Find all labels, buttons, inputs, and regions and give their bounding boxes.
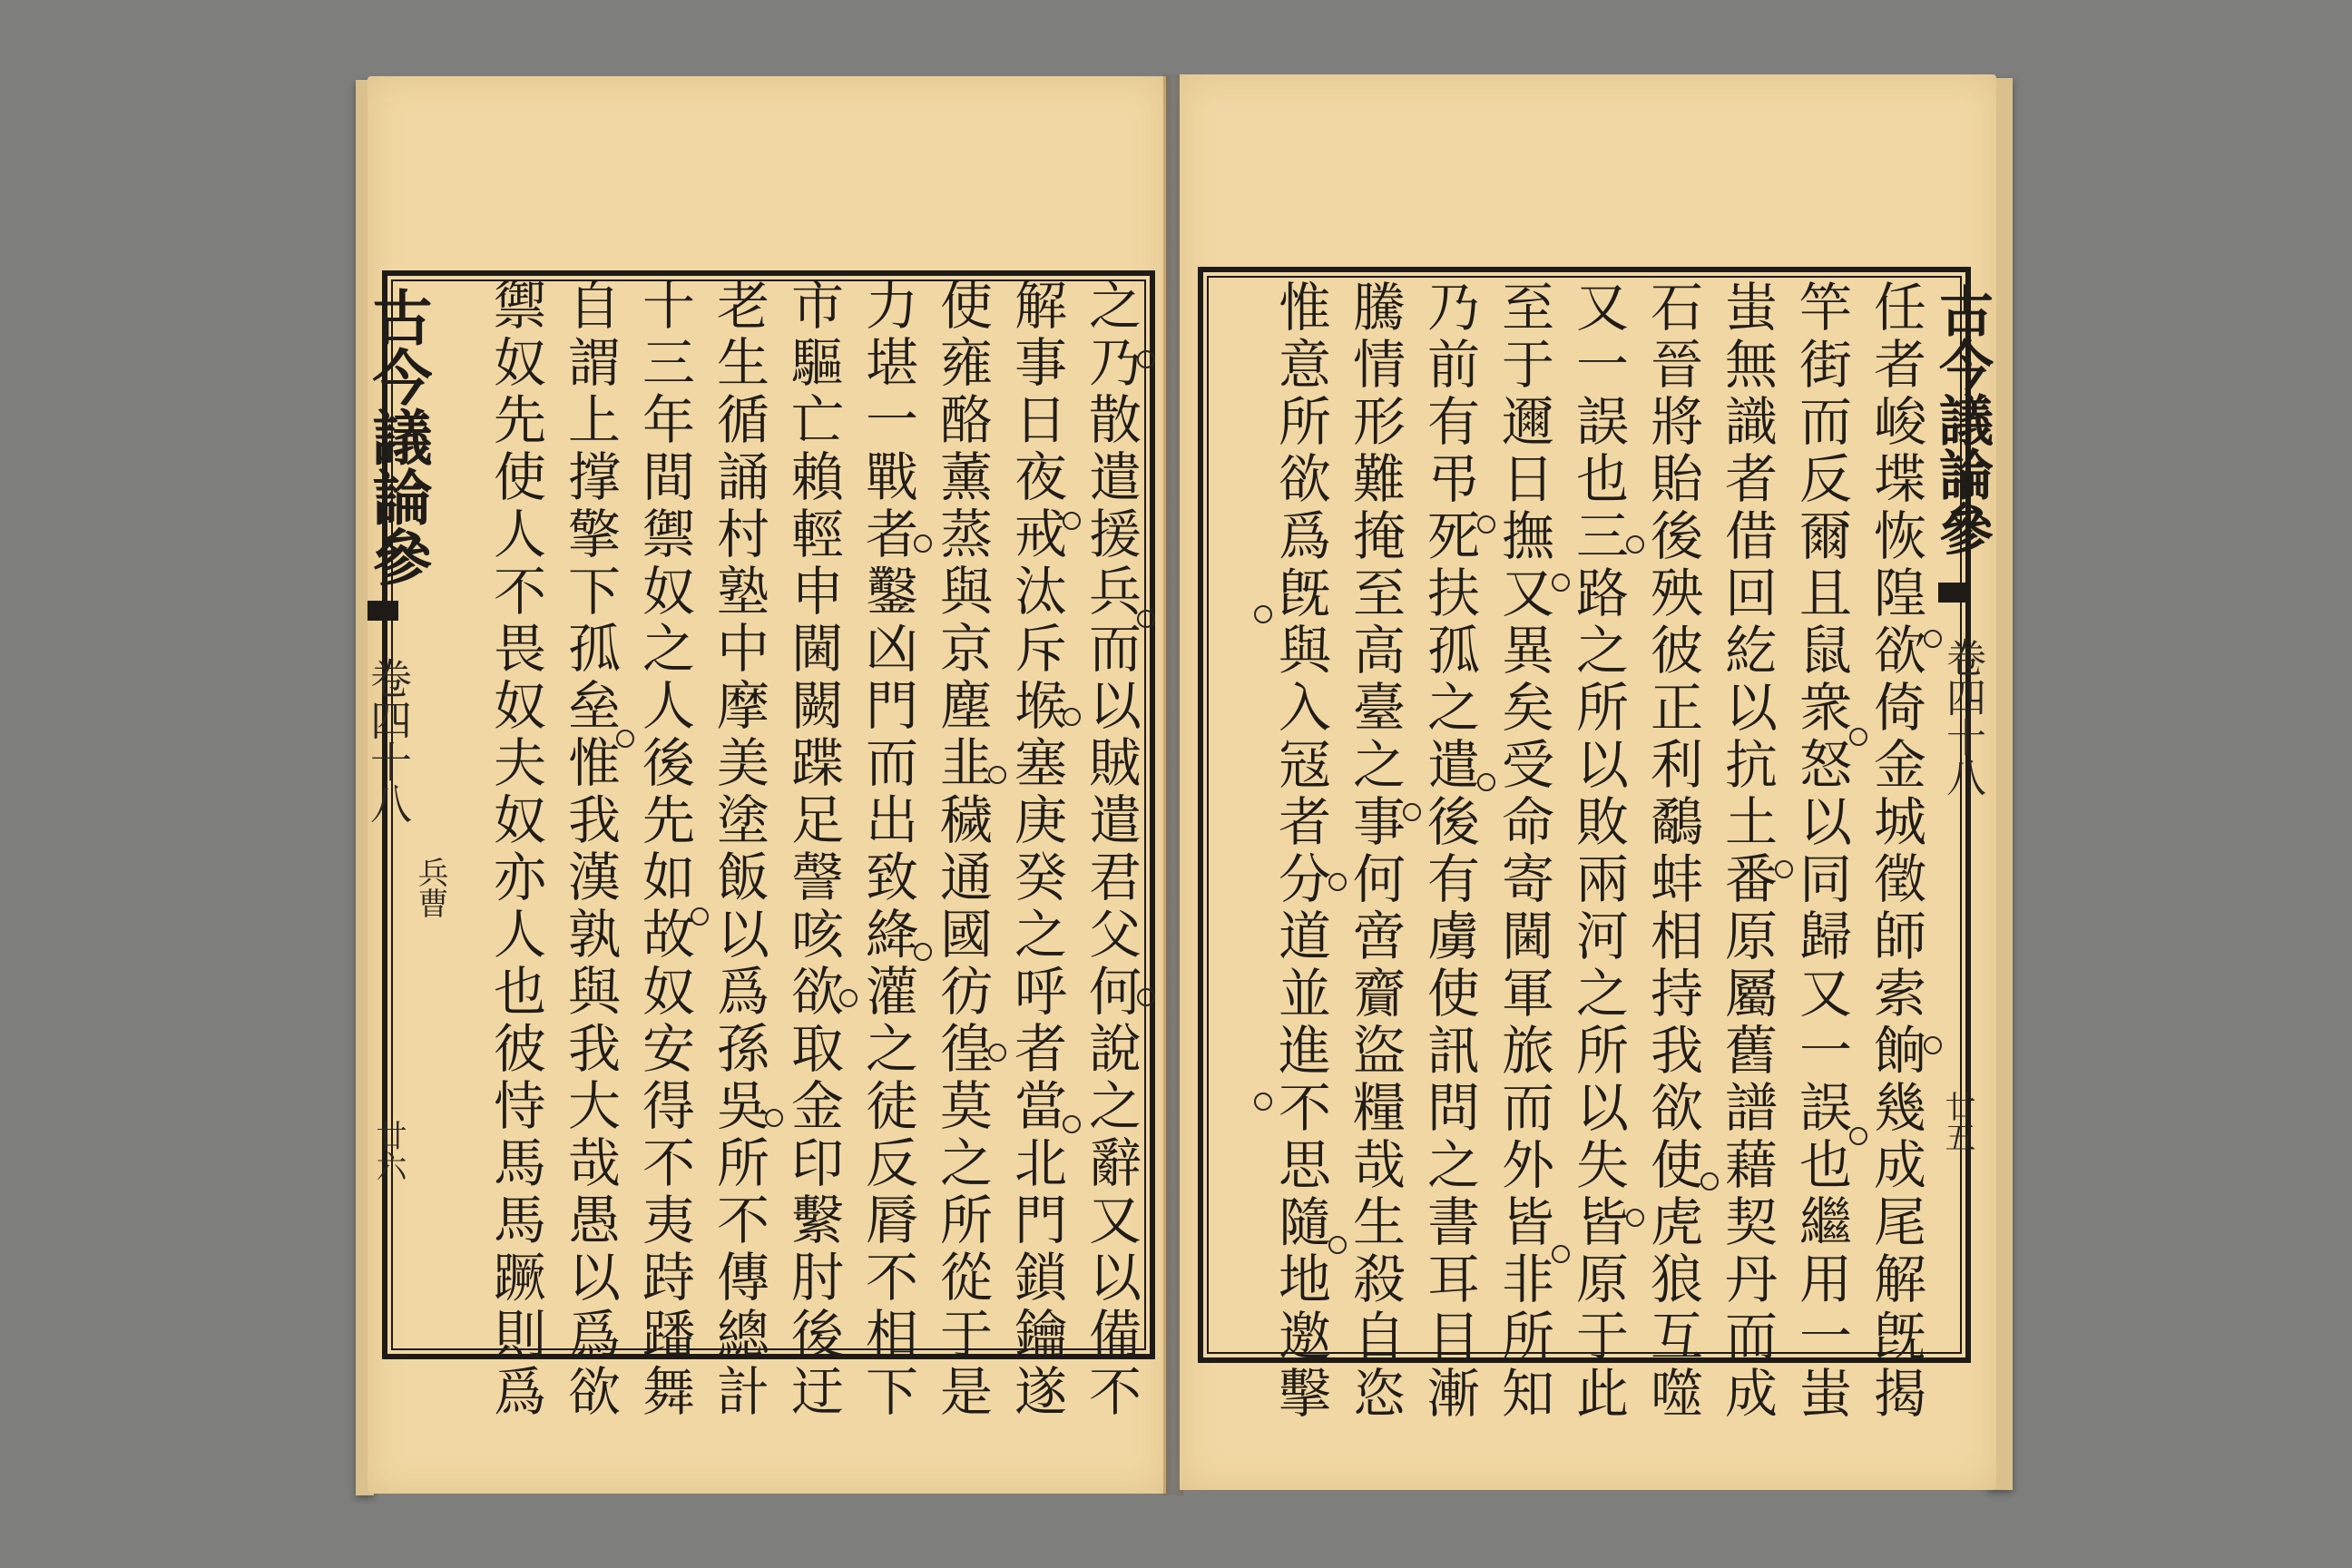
right-running-head: 古今議論參 [1930,283,1994,555]
punctuation-circle [914,943,932,961]
left-column-4: 力堪一戰者鑿凶門而出致絳灌之徒反脣不相下 [857,278,918,1421]
right-column-1: 任者峻堞恢隍欲倚金城徵師索餉幾成尾解旣揭 [1865,279,1926,1423]
right-column-2: 竿街而反爾且鼠衆怒以同歸又一誤也繼用一蚩 [1790,279,1852,1423]
left-column-9: 禦奴先使人不畏奴夫奴亦人也彼恃馬馬蹶則爲 [485,278,546,1421]
fish-tail-mark [368,601,398,621]
punctuation-circle [1063,708,1081,726]
right-column-4: 石晉將貽後殃彼正利鷸蚌相持我欲使虎狼互噬 [1642,279,1703,1423]
fish-tail-mark [1938,583,1969,603]
punctuation-circle [1477,515,1495,534]
punctuation-circle [1137,610,1155,628]
left-column-6: 老生循誦村塾中摩美塗飯以爲孫吳所不傳總計 [708,278,769,1421]
right-column-7: 乃前有弔死扶孤之遣後有虜使訊問之書耳目漸 [1418,279,1480,1423]
punctuation-circle [914,534,932,553]
right-column-5: 又一誤也三路之所以敗兩河之所以失皆原于此 [1567,279,1629,1423]
left-folio-number: 廿六 [370,1120,407,1181]
punctuation-circle [1403,803,1421,821]
punctuation-circle [691,907,709,926]
right-column-9: 惟意所欲爲旣與入冦者分道並進不思隨地邀擊 [1269,279,1331,1423]
punctuation-circle [1924,630,1942,648]
punctuation-circle [1849,1127,1867,1145]
right-column-8: 騰情形難掩至高臺之事何啻齎盜糧哉生殺自恣 [1344,279,1406,1423]
left-section-label: 兵曹 [412,857,448,918]
right-volume-label: 卷四十八 [1939,637,1985,797]
punctuation-circle [1137,988,1155,1006]
punctuation-circle [1137,350,1155,368]
punctuation-circle [1626,1209,1644,1227]
right-column-6: 至于邇日撫又異矣受命寄閫軍旅而外皆非所知 [1493,279,1554,1423]
punctuation-circle [1849,728,1867,746]
punctuation-circle [1924,1036,1942,1054]
punctuation-circle [839,989,858,1007]
left-column-7: 十三年間禦奴之人後先如故奴安得不夷跱蹯舞 [633,278,695,1421]
punctuation-circle [1552,1245,1570,1263]
left-column-2: 解事日夜戒汰斥堠塞庚癸之呼者當北門鎖鑰遂 [1005,278,1067,1421]
punctuation-circle [988,1044,1006,1062]
punctuation-circle [1775,860,1793,878]
punctuation-circle [1328,873,1347,891]
punctuation-circle [1254,1093,1272,1111]
right-column-3: 蚩無識者借回紇以抗土番原屬舊譜藉契丹而成 [1716,279,1778,1423]
right-folio-number: 廿五 [1939,1091,1975,1152]
punctuation-circle [765,1109,783,1127]
punctuation-circle [1254,605,1272,623]
left-page [362,76,1166,1494]
punctuation-circle [1477,773,1495,791]
punctuation-circle [1700,1172,1719,1191]
punctuation-circle [1552,573,1570,592]
punctuation-circle [1626,535,1644,554]
punctuation-circle [988,766,1006,784]
left-running-head: 古今議論參 [362,287,433,586]
punctuation-circle [1063,512,1081,530]
left-column-5: 市驅亡賴輕申閫闕蹀足謦咳欲取金印繫肘後迂 [782,278,844,1421]
right-page [1180,74,1996,1490]
left-column-3: 使雍酪薰蒸與京塵韭穢通國彷徨莫之所從于是 [931,278,993,1421]
left-column-1: 之乃散遣援兵而以賊遣君父何說之辭又以備不 [1080,278,1142,1421]
left-volume-label: 卷四十八 [364,657,413,824]
left-column-8: 自謂上撑擎下孤垒惟我漢孰與我大哉愚以爲欲 [559,278,621,1421]
punctuation-circle [1063,1115,1081,1133]
punctuation-circle [1328,1236,1347,1254]
punctuation-circle [616,730,634,748]
